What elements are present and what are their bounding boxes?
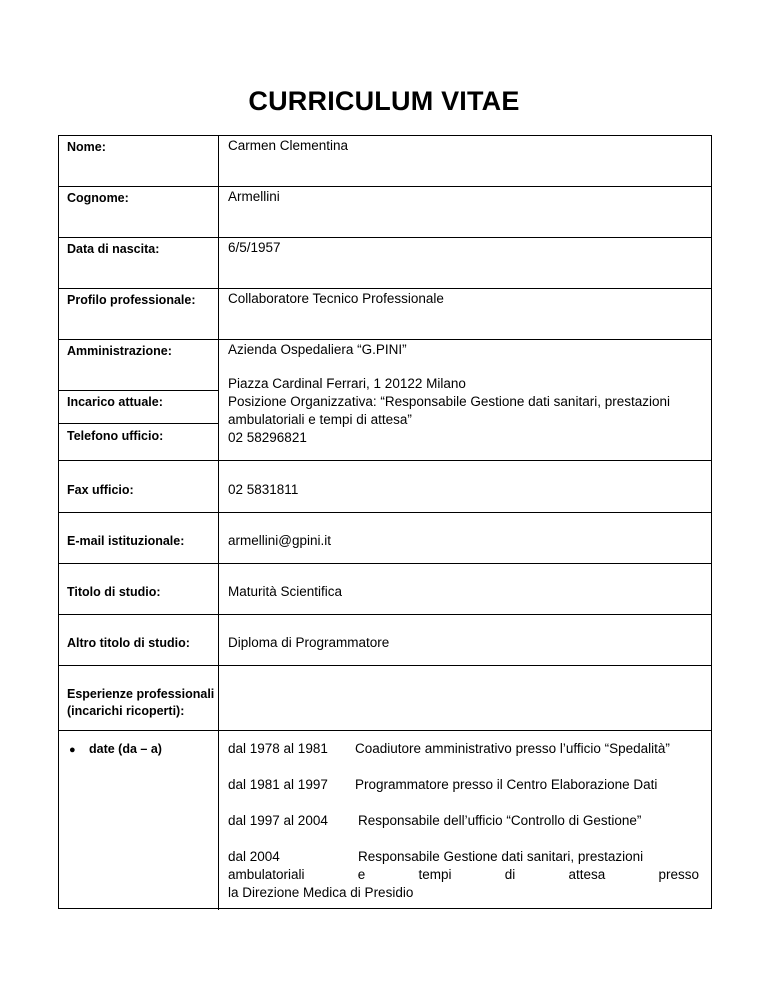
value-titolo-studio: Maturità Scientifica [228, 584, 343, 599]
label-altro-titolo: Altro titolo di studio: [67, 636, 190, 650]
label-data-nascita: Data di nascita: [67, 242, 160, 256]
row-divider [59, 339, 711, 340]
value-amministrazione: Azienda Ospedaliera “G.PINI” [228, 342, 407, 357]
cv-table [58, 135, 712, 909]
label-esperienze-1: Esperienze professionali [67, 687, 215, 701]
label-titolo-studio: Titolo di studio: [67, 585, 161, 599]
label-nome: Nome: [67, 140, 106, 154]
label-profilo: Profilo professionale: [67, 293, 196, 307]
exp-date: dal 1981 al 1997 [228, 777, 328, 792]
label-telefono: Telefono ufficio: [67, 429, 164, 443]
label-esperienze-2: (incarichi ricoperti): [67, 704, 185, 718]
row-divider [59, 423, 218, 424]
label-date-range: date (da – a) [89, 742, 162, 756]
row-divider [59, 186, 711, 187]
value-email: armellini@gpini.it [228, 533, 331, 548]
row-divider [59, 237, 711, 238]
row-divider [59, 390, 218, 391]
label-cognome: Cognome: [67, 191, 129, 205]
exp-desc-continued: ambulatoriali e tempi di attesa presso [228, 867, 699, 882]
label-email: E-mail istituzionale: [67, 534, 185, 548]
value-profilo: Collaboratore Tecnico Professionale [228, 291, 444, 306]
value-incarico-line1: Posizione Organizzativa: “Responsabile Gestione dati sanitari, prestazioni [228, 394, 670, 409]
value-fax: 02 5831811 [228, 482, 299, 497]
exp-date: dal 2004 [228, 849, 280, 864]
value-incarico-line2: ambulatoriali e tempi di attesa” [228, 412, 412, 427]
column-divider [218, 136, 219, 704]
value-cognome: Armellini [228, 189, 280, 204]
exp-date: dal 1997 al 2004 [228, 813, 328, 828]
exp-desc-continued: la Direzione Medica di Presidio [228, 885, 414, 900]
value-data-nascita: 6/5/1957 [228, 240, 281, 255]
value-indirizzo: Piazza Cardinal Ferrari, 1 20122 Milano [228, 376, 466, 391]
row-divider [59, 730, 711, 731]
exp-desc: Responsabile dell’ufficio “Controllo di Gestione” [358, 813, 642, 828]
label-amministrazione: Amministrazione: [67, 344, 172, 358]
value-altro-titolo: Diploma di Programmatore [228, 635, 390, 650]
column-divider-lower [218, 704, 219, 910]
row-divider [59, 665, 711, 666]
label-incarico: Incarico attuale: [67, 395, 163, 409]
row-divider [59, 460, 711, 461]
value-nome: Carmen Clementina [228, 138, 349, 153]
row-divider [59, 563, 711, 564]
exp-date: dal 1978 al 1981 [228, 741, 328, 756]
value-telefono: 02 58296821 [228, 430, 307, 445]
row-divider [59, 288, 711, 289]
row-divider [59, 614, 711, 615]
exp-desc: Coadiutore amministrativo presso l’ufficio “Spedalità” [355, 741, 670, 756]
exp-desc: Programmatore presso il Centro Elaborazione Dati [355, 777, 658, 792]
exp-desc: Responsabile Gestione dati sanitari, prestazioni [358, 849, 644, 864]
bullet-icon: ● [69, 744, 76, 756]
label-fax: Fax ufficio: [67, 483, 134, 497]
row-divider [59, 512, 711, 513]
document-title: CURRICULUM VITAE [248, 86, 520, 116]
